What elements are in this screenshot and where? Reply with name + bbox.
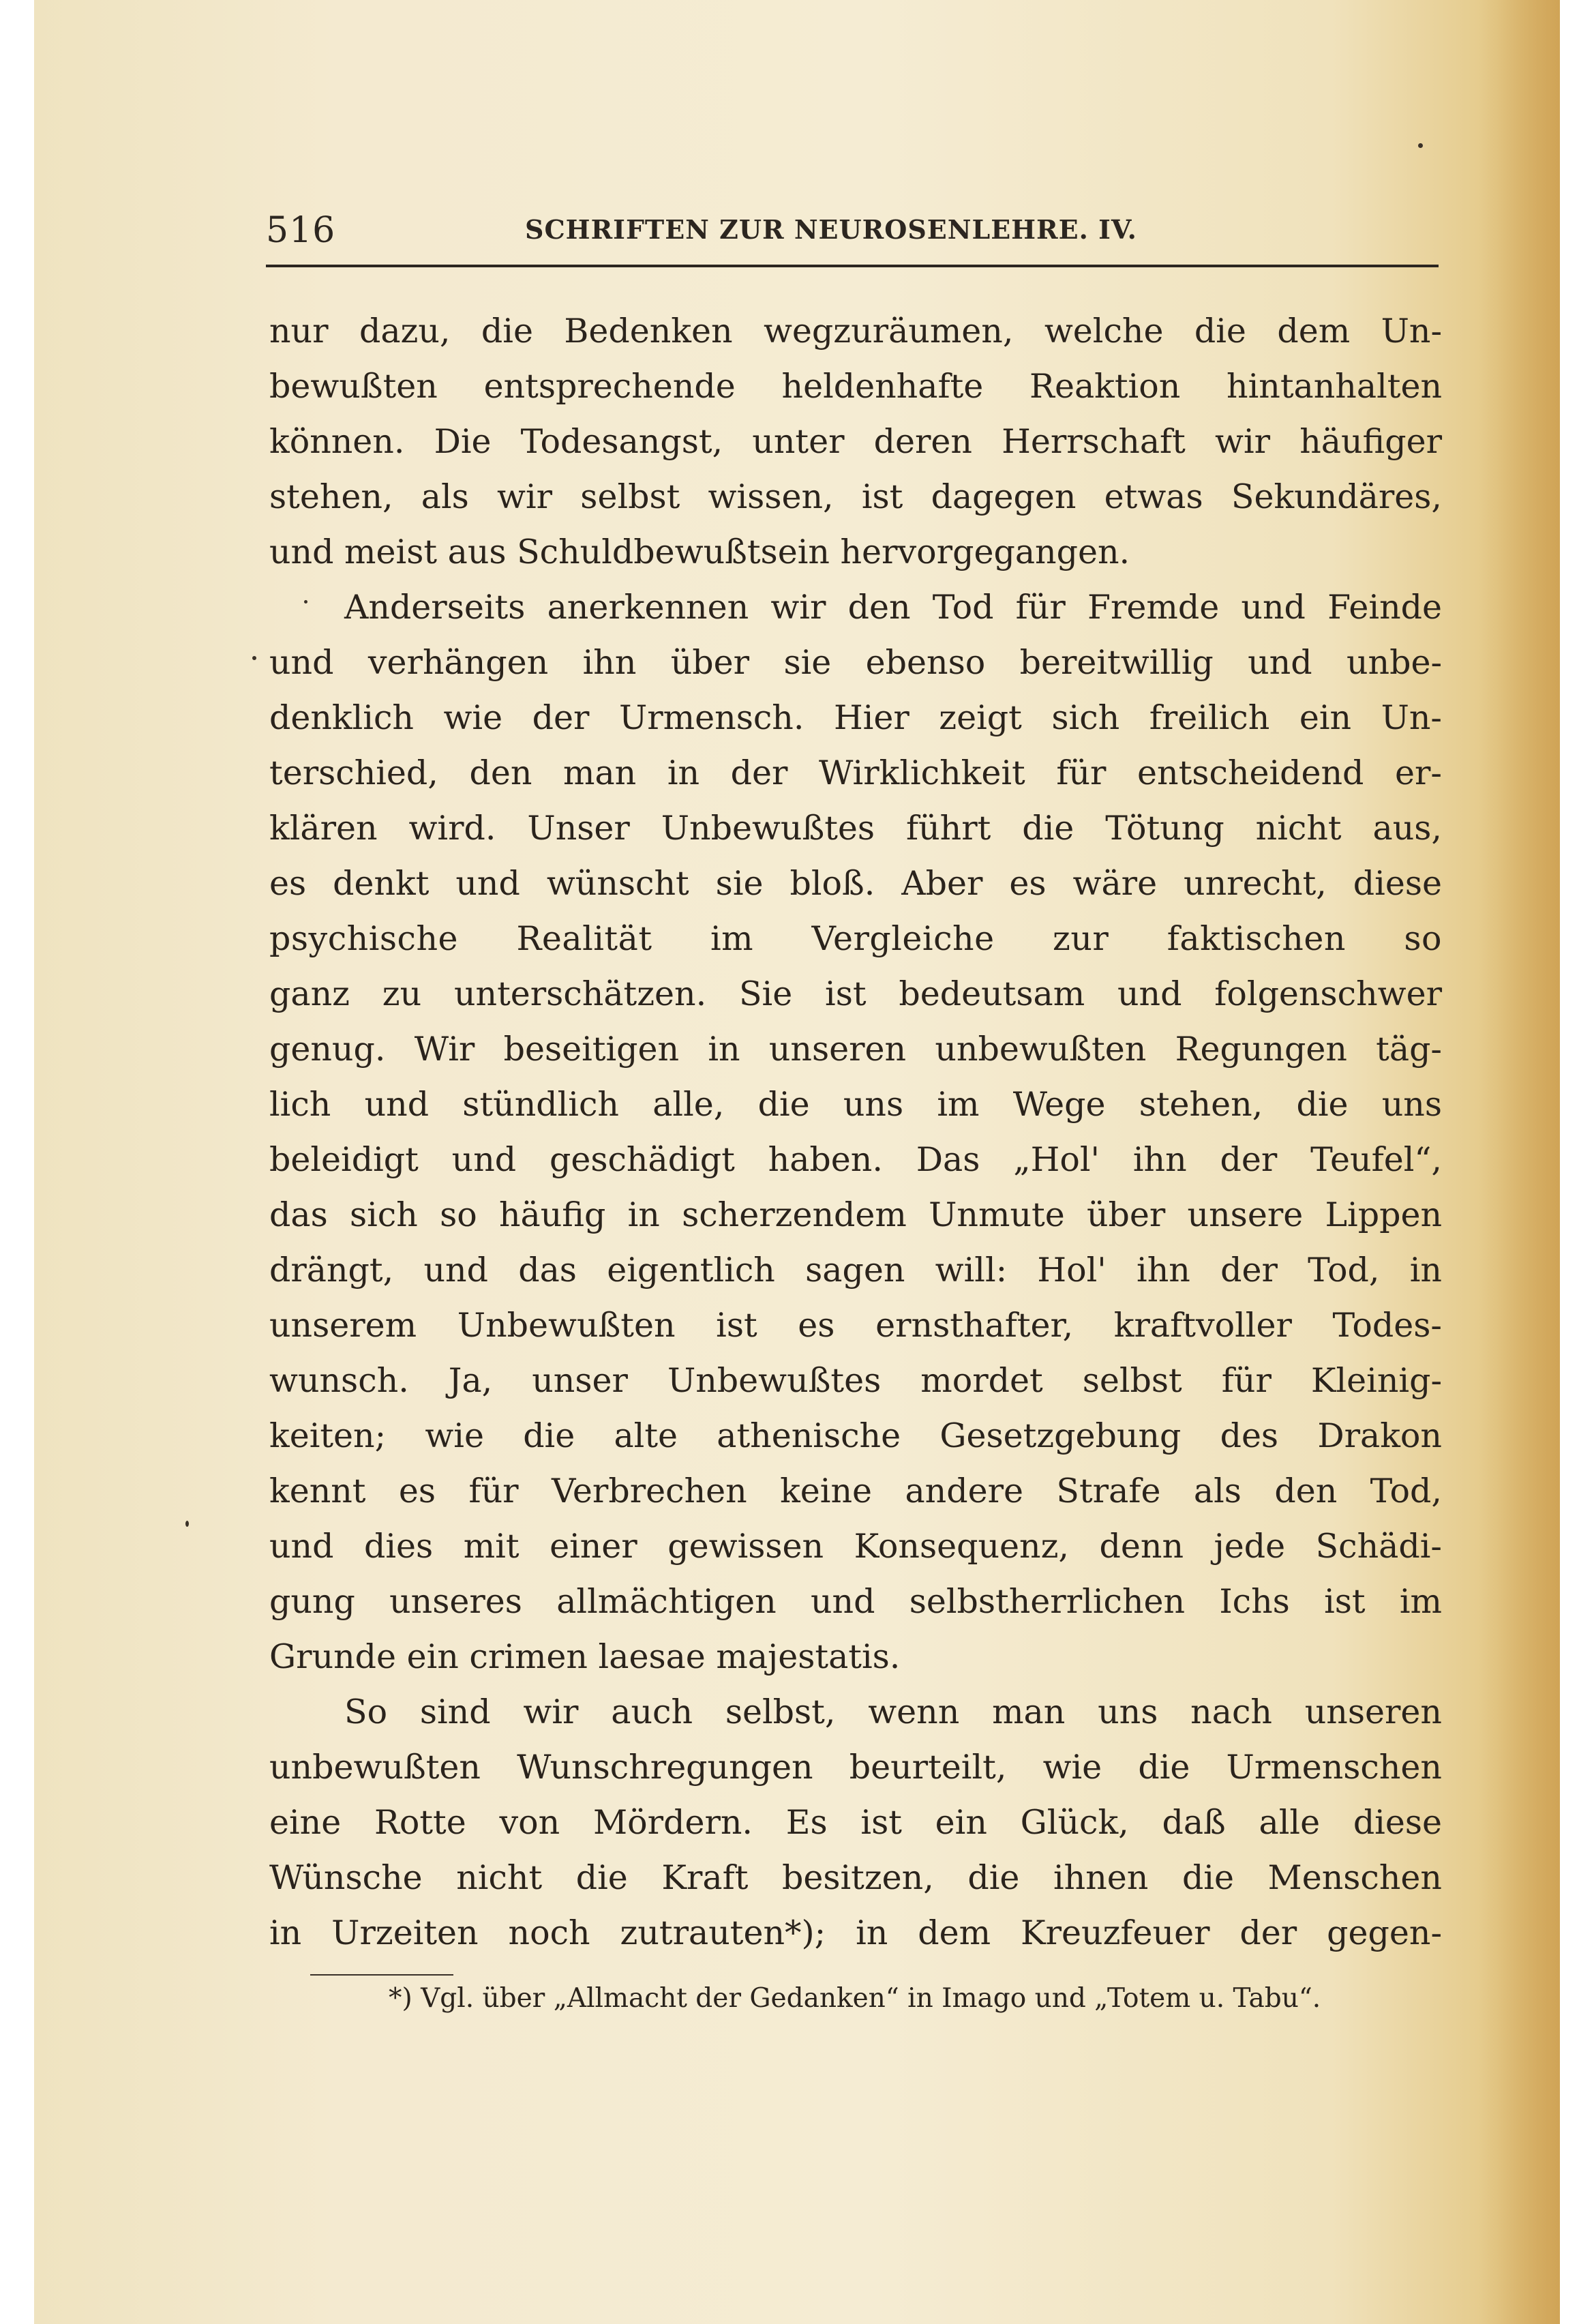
text-line: in Urzeiten noch zutrauten*); in dem Kreuzfeuer der gegen- [269,1913,1442,1952]
page-number: 516 [266,210,336,251]
paper-speck [252,656,256,660]
body-text [269,303,1442,1961]
text-line: es denkt und wünscht sie bloß. Aber es wäre unrecht, diese [269,864,1442,903]
text-line: psychische Realität im Vergleiche zur faktischen so [269,919,1442,958]
text-line: klären wird. Unser Unbewußtes führt die Tötung nicht aus, [269,809,1442,848]
text-line: stehen, als wir selbst wissen, ist dagegen etwas Sekundäres, [269,477,1442,516]
paper-speck [304,600,307,604]
text-line: kennt es für Verbrechen keine andere Strafe als den Tod, [269,1472,1442,1510]
header-rule [266,265,1439,267]
paper-speck [1418,143,1423,148]
text-line: das sich so häufig in scherzendem Unmute über unsere Lippen [269,1195,1442,1234]
text-line: wunsch. Ja, unser Unbewußtes mordet selbst für Kleinig- [269,1361,1442,1400]
text-line: eine Rotte von Mördern. Es ist ein Glück, daß alle diese [269,1803,1442,1842]
text-line: Grunde ein crimen laesae majestatis. [269,1637,901,1676]
book-page [34,0,1560,2324]
text-line: keiten; wie die alte athenische Gesetzgebung des Drakon [269,1416,1442,1455]
text-line: genug. Wir beseitigen in unseren unbewußten Regungen täg- [269,1030,1442,1069]
text-line: und verhängen ihn über sie ebenso bereitwillig und unbe- [269,643,1442,682]
paper-speck [185,1521,189,1527]
text-line: Anderseits anerkennen wir den Tod für Fremde und Feinde [344,588,1442,627]
page-header [266,205,1439,266]
text-line: ganz zu unterschätzen. Sie ist bedeutsam und folgenschwer [269,974,1442,1013]
text-line: bewußten entsprechende heldenhafte Reaktion hintanhalten [269,367,1442,406]
text-line: lich und stündlich alle, die uns im Wege stehen, die uns [269,1085,1442,1124]
text-line: unbewußten Wunschregungen beurteilt, wie die Urmenschen [269,1748,1442,1787]
text-line: unserem Unbewußten ist es ernsthafter, kraftvoller Todes- [269,1306,1442,1345]
running-head: SCHRIFTEN ZUR NEUROSENLEHRE. IV. [525,214,1137,245]
text-line: und dies mit einer gewissen Konsequenz, denn jede Schädi- [269,1527,1442,1566]
text-line: drängt, und das eigentlich sagen will: Hol' ihn der Tod, in [269,1251,1442,1290]
text-line: und meist aus Schuldbewußtsein hervorgegangen. [269,533,1130,571]
text-line: Wünsche nicht die Kraft besitzen, die ihnen die Menschen [269,1858,1442,1897]
text-line: gung unseres allmächtigen und selbstherrlichen Ichs ist im [269,1582,1442,1621]
text-line: denklich wie der Urmensch. Hier zeigt sich freilich ein Un- [269,698,1442,737]
text-line: beleidigt und geschädigt haben. Das „Hol' ihn der Teufel“, [269,1140,1442,1179]
text-line: So sind wir auch selbst, wenn man uns nach unseren [344,1693,1442,1731]
footnote-rule [310,1974,453,1976]
footnote: *) Vgl. über „Allmacht der Gedanken“ in Imago und „Totem u. Tabu“. [389,1983,1321,2014]
text-line: nur dazu, die Bedenken wegzuräumen, welche die dem Un- [269,312,1442,351]
text-line: terschied, den man in der Wirklichkeit für entscheidend er- [269,754,1442,792]
text-line: können. Die Todesangst, unter deren Herrschaft wir häufiger [269,422,1442,461]
